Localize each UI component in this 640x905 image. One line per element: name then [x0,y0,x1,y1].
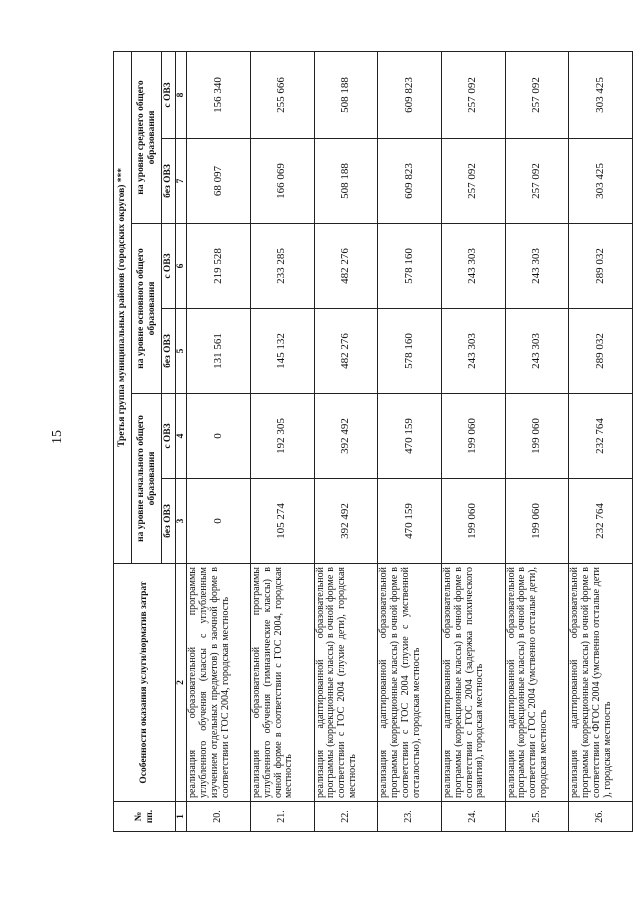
header-group: Третья группа муниципальных районов (городских округов) *** [114,51,132,563]
cost-value: 392 492 [314,479,378,564]
cost-norms-table [113,51,633,832]
cost-value: 219 528 [187,224,251,309]
cost-value: 578 160 [378,309,442,394]
cost-value: 257 092 [441,51,505,138]
cost-value: 392 492 [314,394,378,479]
cost-value: 578 160 [378,224,442,309]
cost-value: 131 561 [187,309,251,394]
header-feature: Особенности оказания услуги/норматив затрат [114,564,176,802]
cost-value: 68 097 [187,139,251,224]
cost-value: 257 092 [505,51,569,138]
cost-value: 192 305 [250,394,314,479]
cost-value: 255 666 [250,51,314,138]
index-cell: 5 [176,309,187,394]
cost-value: 470 159 [378,479,442,564]
row-description: реализация адаптированной образовательной программы (коррекционные классы) в очной форме в соответствии с ФГОС 2004 (умственно отсталые дети ), городская местность [569,564,633,802]
cost-value: 233 285 [250,224,314,309]
cost-value: 508 188 [314,51,378,138]
cost-value: 289 032 [569,309,633,394]
index-cell: 7 [176,139,187,224]
table-row [314,51,378,831]
cost-value: 257 092 [505,139,569,224]
table-row [505,51,569,831]
row-number: 20. [187,802,251,832]
header-bez-ovz: без ОВЗ [162,139,176,224]
cost-value: 609 823 [378,139,442,224]
row-number: 23. [378,802,442,832]
index-cell: 2 [176,564,187,802]
cost-value: 0 [187,479,251,564]
row-description: реализация образовательной программы углубленного обучения (гимназические классы) в очной форме в соответствии с ГОС 2004, городская местность [250,564,314,802]
cost-value: 199 060 [505,479,569,564]
header-bez-ovz: без ОВЗ [162,309,176,394]
table-row [569,51,633,831]
cost-value: 156 340 [187,51,251,138]
table-row [441,51,505,831]
cost-value: 303 425 [569,51,633,138]
row-number: 24. [441,802,505,832]
cost-value: 199 060 [505,394,569,479]
header-level-primary: на уровне начального общего образования [132,394,162,564]
cost-value: 145 132 [250,309,314,394]
header-s-ovz: с ОВЗ [162,224,176,309]
cost-value: 166 069 [250,139,314,224]
cost-value: 508 188 [314,139,378,224]
table-row [187,51,251,831]
table-row [250,51,314,831]
row-number: 21. [250,802,314,832]
cost-value: 199 060 [441,394,505,479]
cost-value: 199 060 [441,479,505,564]
header-level-basic: на уровне основного общего образования [132,224,162,394]
cost-value: 232 764 [569,479,633,564]
row-number: 25. [505,802,569,832]
header-s-ovz: с ОВЗ [162,51,176,138]
index-cell: 4 [176,394,187,479]
page-number: 15 [50,430,65,444]
header-s-ovz: с ОВЗ [162,394,176,479]
header-level-secondary: на уровне среднего общего образования [132,51,162,223]
index-cell: 8 [176,51,187,138]
cost-value: 243 303 [505,309,569,394]
cost-value: 470 159 [378,394,442,479]
row-description: реализация образовательной программы углубленного обучения (классы с углубленным изучением отдельных предметов) в заочной форме в соответствии с ГОС 2004, городская местность [187,564,251,802]
header-bez-ovz: без ОВЗ [162,479,176,564]
cost-value: 105 274 [250,479,314,564]
cost-value: 303 425 [569,139,633,224]
table-body [187,51,633,831]
cost-value: 243 303 [505,224,569,309]
cost-value: 232 764 [569,394,633,479]
cost-value: 243 303 [441,224,505,309]
row-number: 26. [569,802,633,832]
row-number: 22. [314,802,378,832]
row-description: реализация адаптированной образовательной программы (коррекционные классы) в очной форме в соответствии с ГОС 2004 (умственно отсталые дети), городская местность [505,564,569,802]
index-cell: 6 [176,224,187,309]
row-description: реализация адаптированной образовательной программы (коррекционные классы) в очной форме в соответствии с ГОС 2004 (глухие с умственной отсталостью), городская местность [378,564,442,802]
cost-value: 289 032 [569,224,633,309]
index-cell: 3 [176,479,187,564]
cost-value: 482 276 [314,224,378,309]
table-row [378,51,442,831]
cost-value: 243 303 [441,309,505,394]
cost-value: 257 092 [441,139,505,224]
header-no: № пп. [114,802,176,832]
cost-value: 0 [187,394,251,479]
row-description: реализация адаптированной образовательной программы (коррекционные классы) в очной форме в соответствии с ГОС 2004 (глухие дети), городская местность [314,564,378,802]
cost-value: 482 276 [314,309,378,394]
cost-value: 609 823 [378,51,442,138]
index-cell: 1 [176,802,187,832]
row-description: реализация адаптированной образовательной программы (коррекционные классы) в очной форме в соответствии с ГОС 2004 (задержка психического развития), городская местность [441,564,505,802]
rotated-table-container [113,52,633,832]
